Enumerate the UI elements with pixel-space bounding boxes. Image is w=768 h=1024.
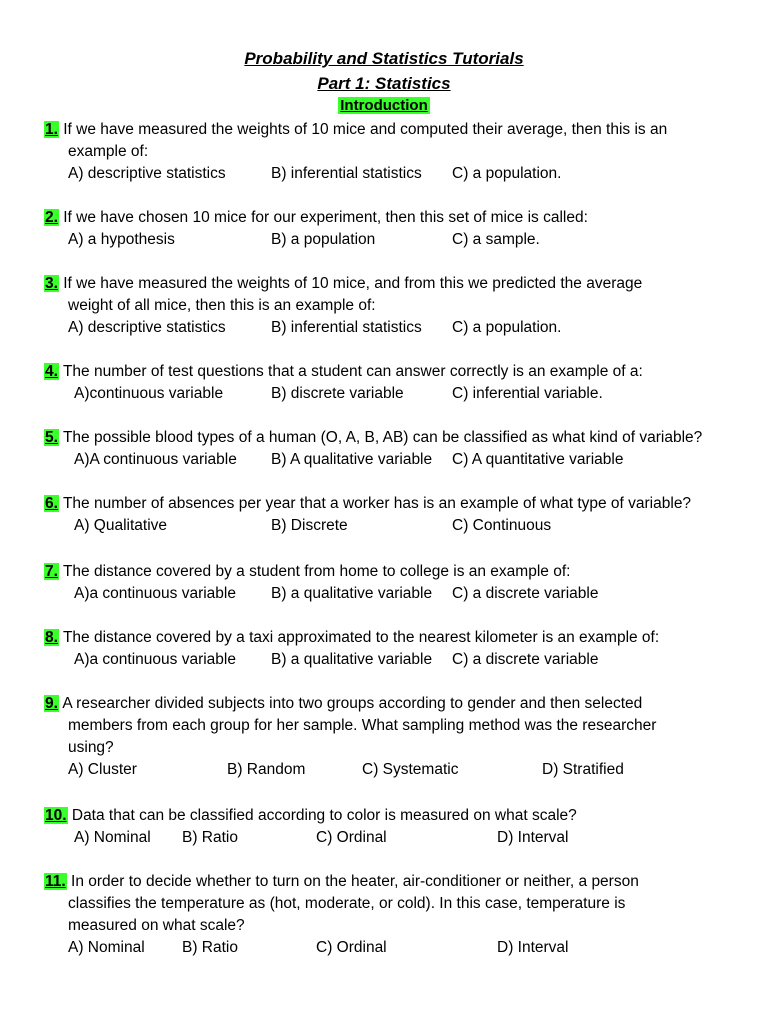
answer-option: C) a discrete variable xyxy=(452,585,599,602)
question-text-line: example of: xyxy=(68,143,149,160)
answer-option: A) Nominal xyxy=(74,829,151,846)
question-number: 7. xyxy=(45,563,58,580)
answer-option: A)continuous variable xyxy=(74,385,224,402)
answer-option: A) Nominal xyxy=(68,939,145,956)
question-text-line xyxy=(44,119,744,141)
question-text: A researcher divided subjects into two groups according to gender and then selected xyxy=(58,695,643,712)
question-text-line: using? xyxy=(68,739,114,756)
question-text-line: members from each group for her sample. What sampling method was the researcher xyxy=(68,717,657,734)
question-text-line: classifies the temperature as (hot, moderate, or cold). In this case, temperature is xyxy=(68,895,626,912)
answer-options xyxy=(44,515,744,537)
answer-option: A) descriptive statistics xyxy=(68,319,226,336)
question-text-line xyxy=(44,273,744,295)
question-text: If we have measured the weights of 10 mice and computed their average, then this is an xyxy=(58,121,668,138)
question-10 xyxy=(44,805,744,849)
answer-option: A) Cluster xyxy=(68,761,137,778)
question-number: 4. xyxy=(45,363,58,380)
question-text-line xyxy=(44,627,744,649)
answer-option: C) a discrete variable xyxy=(452,651,599,668)
question-text-line xyxy=(44,361,744,383)
answer-options xyxy=(44,383,744,405)
question-text-line xyxy=(44,207,744,229)
question-text: In order to decide whether to turn on the heater, air-conditioner or neither, a person xyxy=(66,873,639,890)
question-text: The distance covered by a student from home to college is an example of: xyxy=(58,563,571,580)
question-11 xyxy=(44,871,744,959)
answer-option: D) Stratified xyxy=(542,761,624,778)
question-text-line xyxy=(44,427,744,449)
question-text-line: measured on what scale? xyxy=(68,917,245,934)
question-number: 10. xyxy=(45,807,67,824)
question-text: The possible blood types of a human (O, A, B, AB) can be classified as what kind of variable? xyxy=(58,429,703,446)
answer-option: B) inferential statistics xyxy=(271,319,422,336)
answer-options xyxy=(44,649,744,671)
answer-option: C) Ordinal xyxy=(316,829,387,846)
question-text: Data that can be classified according to color is measured on what scale? xyxy=(67,807,577,824)
answer-option: B) Ratio xyxy=(182,829,238,846)
answer-options xyxy=(44,163,744,185)
answer-option: C) Ordinal xyxy=(316,939,387,956)
question-2 xyxy=(44,207,744,251)
question-text: The distance covered by a taxi approximated to the nearest kilometer is an example of: xyxy=(58,629,660,646)
answer-options xyxy=(44,229,744,251)
question-number: 2. xyxy=(45,209,58,226)
question-text-line xyxy=(44,871,744,893)
answer-option: B) a qualitative variable xyxy=(271,651,433,668)
question-text: The number of absences per year that a worker has is an example of what type of variable? xyxy=(58,495,692,512)
question-9 xyxy=(44,693,744,781)
answer-option: B) a qualitative variable xyxy=(271,585,433,602)
question-text-line xyxy=(44,805,744,827)
answer-option: A) a hypothesis xyxy=(68,231,175,248)
answer-option: C) a population. xyxy=(452,319,562,336)
answer-option: D) Interval xyxy=(497,939,569,956)
answer-option: B) Ratio xyxy=(182,939,238,956)
question-number: 11. xyxy=(45,873,66,890)
question-text-line xyxy=(44,693,744,715)
answer-option: A)a continuous variable xyxy=(74,585,236,602)
answer-option: C) a population. xyxy=(452,165,562,182)
question-5 xyxy=(44,427,744,471)
document-subtitle: Part 1: Statistics xyxy=(317,74,451,93)
question-text-line xyxy=(44,561,744,583)
answer-options xyxy=(44,827,744,849)
question-text-line xyxy=(44,493,744,515)
answer-option: C) a sample. xyxy=(452,231,540,248)
answer-option: B) Random xyxy=(227,761,306,778)
question-number: 1. xyxy=(45,121,58,138)
answer-option: A) Qualitative xyxy=(74,517,168,534)
question-number: 8. xyxy=(45,629,58,646)
question-number: 3. xyxy=(45,275,58,292)
question-text: If we have chosen 10 mice for our experiment, then this set of mice is called: xyxy=(58,209,588,226)
section-heading-label: Introduction xyxy=(340,97,428,114)
question-1 xyxy=(44,119,744,185)
answer-option: C) Systematic xyxy=(362,761,459,778)
question-6 xyxy=(44,493,744,537)
question-text: If we have measured the weights of 10 mice, and from this we predicted the average xyxy=(58,275,643,292)
answer-options xyxy=(44,317,744,339)
answer-options xyxy=(44,583,744,605)
answer-option: A)A continuous variable xyxy=(74,451,237,468)
question-4 xyxy=(44,361,744,405)
answer-option: D) Interval xyxy=(497,829,569,846)
question-number: 6. xyxy=(45,495,58,512)
section-heading xyxy=(0,97,768,114)
answer-option: A)a continuous variable xyxy=(74,651,236,668)
answer-option: C) A quantitative variable xyxy=(452,451,624,468)
answer-options xyxy=(44,759,744,781)
answer-option: B) a population xyxy=(271,231,376,248)
question-number: 9. xyxy=(45,695,58,712)
answer-option: B) discrete variable xyxy=(271,385,404,402)
answer-option: B) Discrete xyxy=(271,517,348,534)
question-7 xyxy=(44,561,744,605)
question-text: The number of test questions that a student can answer correctly is an example of a: xyxy=(58,363,643,380)
question-3 xyxy=(44,273,744,339)
answer-option: C) inferential variable. xyxy=(452,385,603,402)
answer-option: C) Continuous xyxy=(452,517,552,534)
answer-option: A) descriptive statistics xyxy=(68,165,226,182)
question-number: 5. xyxy=(45,429,58,446)
document-title: Probability and Statistics Tutorials xyxy=(244,49,524,68)
answer-options xyxy=(44,449,744,471)
answer-option: B) inferential statistics xyxy=(271,165,422,182)
answer-options xyxy=(44,937,744,959)
question-8 xyxy=(44,627,744,671)
answer-option: B) A qualitative variable xyxy=(271,451,433,468)
question-text-line: weight of all mice, then this is an example of: xyxy=(68,297,376,314)
